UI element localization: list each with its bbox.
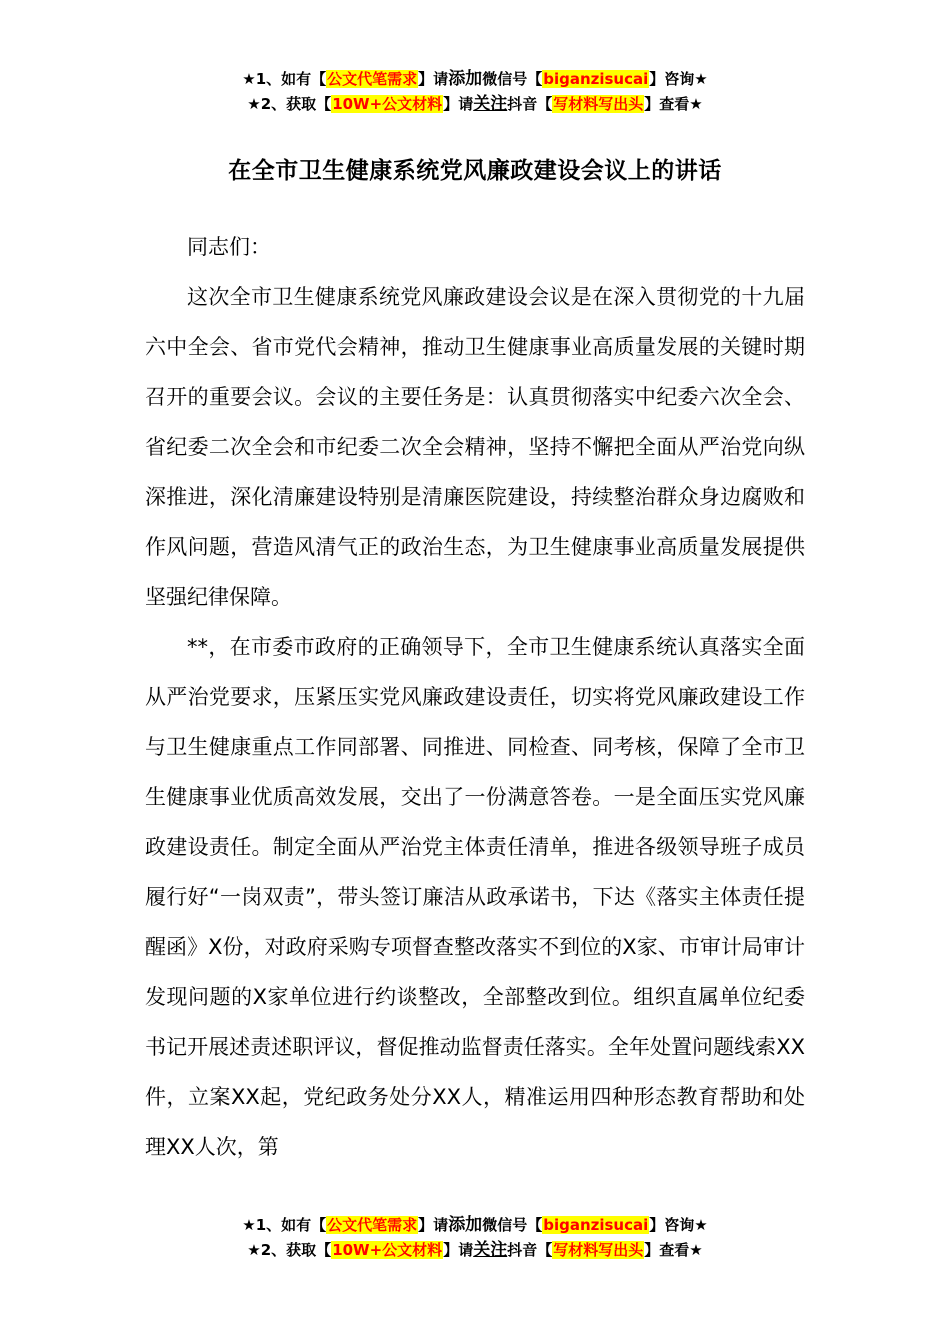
highlight-wechat-id: biganzisucai (543, 1216, 649, 1234)
highlight-wechat-id: biganzisucai (543, 70, 649, 88)
banner-text: 微信号 (482, 1216, 528, 1234)
banner-text: 】请 (443, 1241, 474, 1259)
paragraph: **，在市委市政府的正确领导下，全市卫生健康系统认真落实全面从严治党要求，压紧压实党风廉政建设责任，切实将党风廉政建设工作与卫生健康重点工作同部署、同推进、同检查、同考核，保障了全市卫生健康事业优质高效发展，交出了一份满意答卷。一是全面压实党风廉政建设责任。制定全面从严治党主体责任清单，推进各级领导班子成员履行好“一岗双责”，带头签订廉洁从政承诺书，下达《落实主体责任提醒函》X份，对政府采购专项督查整改落实不到位的X家、市审计局审计发现问题的X家单位进行约谈整改，全部整改到位。组织直属单位纪委书记开展述责述职评议，督促推动监督责任落实。全年处置问题线索XX件，立案XX起，党纪政务处分XX人，精准运用四种形态教育帮助和处理XX人次，第 (145, 635, 805, 1159)
highlight-ghostwriting: 公文代笔需求 (327, 70, 418, 88)
banner-line-1 (0, 1213, 950, 1238)
banner-emphasis: 添加 (448, 69, 483, 89)
banner-bracket: 【 (311, 70, 327, 88)
banner-bracket: 【 (537, 1241, 553, 1259)
document-title: 在全市卫生健康系统党风廉政建设会议上的讲话 (228, 158, 722, 184)
banner-text: ★2、获取 (247, 95, 317, 113)
highlight-materials: 10W+公文材料 (332, 95, 443, 113)
highlight-douyin-account: 写材料写出头 (553, 1241, 644, 1259)
banner-bracket: 【 (537, 95, 553, 113)
salutation: 同志们： (187, 235, 271, 259)
banner-line-1 (0, 67, 950, 92)
highlight-douyin-account: 写材料写出头 (553, 95, 644, 113)
banner-text: 】请 (418, 1216, 449, 1234)
banner-bracket: 【 (527, 1216, 543, 1234)
banner-bracket: 【 (316, 95, 332, 113)
banner-text: 】咨询★ (649, 1216, 708, 1234)
paragraph: 这次全市卫生健康系统党风廉政建设会议是在深入贯彻党的十九届六中全会、省市党代会精神，推动卫生健康事业高质量发展的关键时期召开的重要会议。会议的主要任务是：认真贯彻落实中纪委六次全会、省纪委二次全会和市纪委二次全会精神，坚持不懈把全面从严治党向纵深推进，深化清廉建设特别是清廉医院建设，持续整治群众身边腐败和作风问题，营造风清气正的政治生态，为卫生健康事业高质量发展提供坚强纪律保障。 (145, 285, 805, 609)
banner-text: 微信号 (482, 70, 528, 88)
banner-line-2 (0, 1238, 950, 1263)
header-banner (0, 67, 950, 117)
banner-text: 】查看★ (644, 95, 703, 113)
banner-text: 抖音 (507, 1241, 538, 1259)
footer-banner (0, 1213, 950, 1263)
banner-bracket: 【 (527, 70, 543, 88)
highlight-materials: 10W+公文材料 (332, 1241, 443, 1259)
banner-text: 】请 (443, 95, 474, 113)
banner-emphasis: 添加 (448, 1215, 483, 1235)
banner-bracket: 【 (316, 1241, 332, 1259)
document-body (145, 222, 805, 1172)
banner-text: ★1、如有 (242, 1216, 312, 1234)
banner-line-2 (0, 92, 950, 117)
banner-underlined: 关注 (473, 1240, 508, 1260)
banner-bracket: 【 (311, 1216, 327, 1234)
banner-text: ★1、如有 (242, 70, 312, 88)
banner-text: 抖音 (507, 95, 538, 113)
banner-text: ★2、获取 (247, 1241, 317, 1259)
banner-text: 】查看★ (644, 1241, 703, 1259)
banner-underlined: 关注 (473, 94, 508, 114)
banner-text: 】请 (418, 70, 449, 88)
highlight-ghostwriting: 公文代笔需求 (327, 1216, 418, 1234)
banner-text: 】咨询★ (649, 70, 708, 88)
